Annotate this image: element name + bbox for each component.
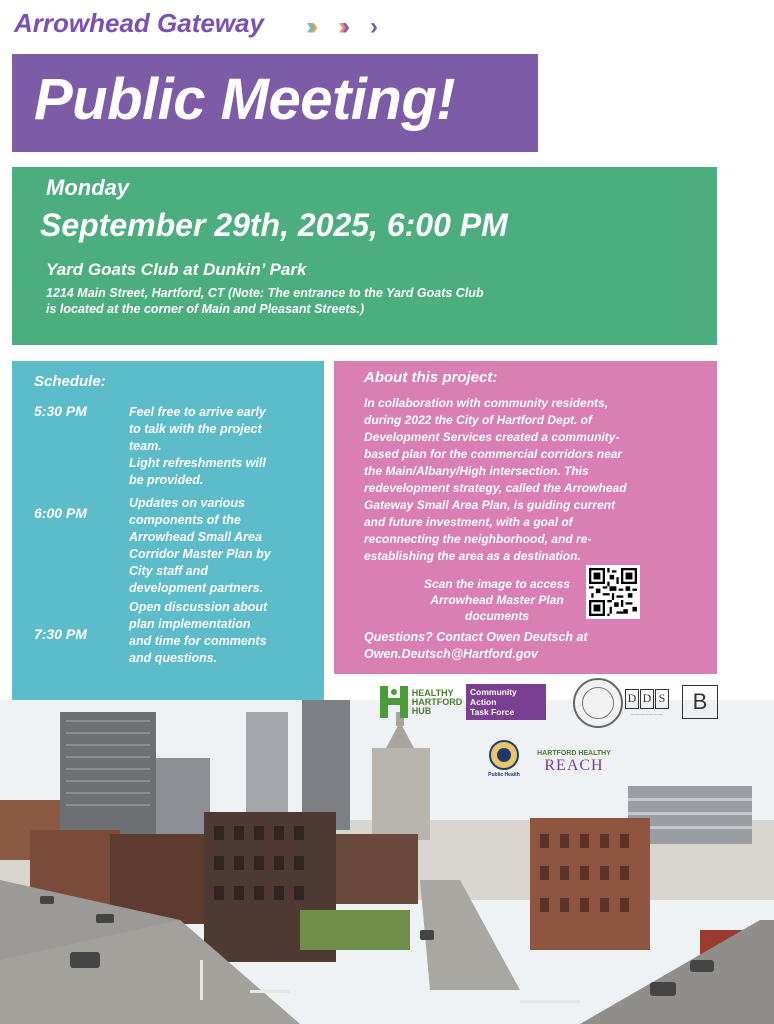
about-description	[364, 395, 694, 565]
event-day: Monday	[46, 175, 130, 200]
chevron-group-1: ›››	[306, 13, 312, 40]
qr-instructions-line: Arrowhead Master Plan	[430, 593, 564, 607]
contact-email-link[interactable]: Owen.Deutsch@Hartford.gov	[364, 647, 539, 661]
schedule-time-3: 7:30 PM	[34, 626, 87, 642]
schedule-line: and time for comments	[129, 634, 267, 648]
qr-code-icon	[589, 568, 637, 616]
event-datetime: September 29th, 2025, 6:00 PM	[40, 207, 508, 243]
hartford-healthy-reach-logo	[536, 742, 612, 782]
about-line: redevelopment strategy, called the Arrowhead	[364, 481, 627, 495]
public-health-badge-icon	[489, 740, 519, 770]
city-of-hartford-seal-logo	[573, 678, 623, 728]
decorative-chevrons	[306, 12, 372, 42]
healthy-hub-line: HUB	[411, 705, 432, 716]
qr-instructions-line: documents	[464, 609, 529, 623]
public-health-logo	[482, 737, 526, 781]
qr-instructions	[412, 576, 582, 624]
reach-top-text: HARTFORD HEALTHY	[537, 749, 611, 757]
schedule-line: Open discussion about	[129, 600, 268, 614]
dds-letter: D	[625, 689, 639, 709]
schedule-line: and questions.	[129, 651, 218, 665]
chevron-group-3: ›	[370, 13, 372, 40]
schedule-line: Light refreshments will	[129, 456, 266, 470]
qr-code[interactable]	[586, 565, 640, 619]
healthy-hub-text	[412, 689, 463, 716]
chevron-group-2: ›››	[338, 13, 344, 40]
b-logo: B	[682, 685, 718, 719]
public-health-text: Public Health	[488, 772, 520, 778]
schedule-line: components of the	[129, 513, 241, 527]
event-details-panel	[12, 167, 717, 345]
healthy-hub-line: HARTFORD	[411, 696, 463, 707]
about-line: reconnecting the neighborhood, and re-	[364, 532, 592, 546]
schedule-description-3	[129, 599, 289, 667]
schedule-line: Corridor Master Plan by	[129, 547, 271, 561]
contact-info	[364, 629, 704, 663]
about-line: based plan for the commercial corridors near	[364, 447, 623, 461]
qr-instructions-line: Scan the image to access	[423, 577, 571, 591]
title-banner	[12, 54, 538, 152]
brand-title: Arrowhead Gateway	[14, 8, 264, 38]
schedule-heading: Schedule:	[34, 373, 106, 390]
development-services-logo	[623, 685, 671, 719]
dds-letter: S	[655, 689, 669, 709]
schedule-line: be provided.	[129, 473, 204, 487]
about-line: Gateway Small Area Plan, is guiding current	[364, 498, 615, 512]
schedule-description-1	[129, 404, 289, 489]
community-action-line: Community Action	[470, 687, 517, 707]
schedule-line: Updates on various	[129, 496, 245, 510]
schedule-line: plan implementation	[129, 617, 251, 631]
schedule-line: development partners.	[129, 581, 264, 595]
about-line: and future investment, with a goal of	[364, 515, 573, 529]
about-line: the Main/Albany/High intersection. This	[364, 464, 589, 478]
schedule-line: Feel free to arrive early	[129, 405, 266, 419]
schedule-time-2: 6:00 PM	[34, 505, 87, 521]
page-title: Public Meeting!	[34, 67, 456, 132]
about-line: establishing the area as a destination.	[364, 549, 581, 563]
about-line: Development Services created a community-	[364, 430, 620, 444]
schedule-line: to talk with the project	[129, 422, 262, 436]
healthy-hartford-hub-logo	[378, 683, 462, 721]
healthy-hub-line: HEALTHY	[411, 687, 454, 698]
event-venue: Yard Goats Club at Dunkin’ Park	[46, 260, 307, 279]
schedule-line: City staff and	[129, 564, 208, 578]
schedule-description-2	[129, 495, 289, 597]
reach-main-text: REACH	[544, 756, 604, 774]
schedule-line: team.	[129, 439, 162, 453]
community-action-task-force-logo	[466, 684, 546, 720]
schedule-time-1: 5:30 PM	[34, 403, 87, 419]
contact-line: Questions? Contact Owen Deutsch at	[364, 630, 588, 644]
seal-icon	[582, 687, 614, 719]
about-line: In collaboration with community residents,	[364, 396, 609, 410]
schedule-line: Arrowhead Small Area	[129, 530, 262, 544]
dds-letter: D	[640, 689, 654, 709]
schedule-panel	[12, 361, 324, 743]
about-line: during 2022 the City of Hartford Dept. of	[364, 413, 593, 427]
community-action-line: Task Force	[470, 707, 515, 717]
about-panel	[334, 361, 717, 674]
about-heading: About this project:	[364, 369, 498, 386]
healthy-hub-h-icon	[378, 684, 412, 720]
dds-subline: ———————	[631, 710, 663, 716]
event-address: 1214 Main Street, Hartford, CT (Note: The entrance to the Yard Goats Club is located at the corner of Main and Pleasant Streets.)	[46, 286, 484, 316]
